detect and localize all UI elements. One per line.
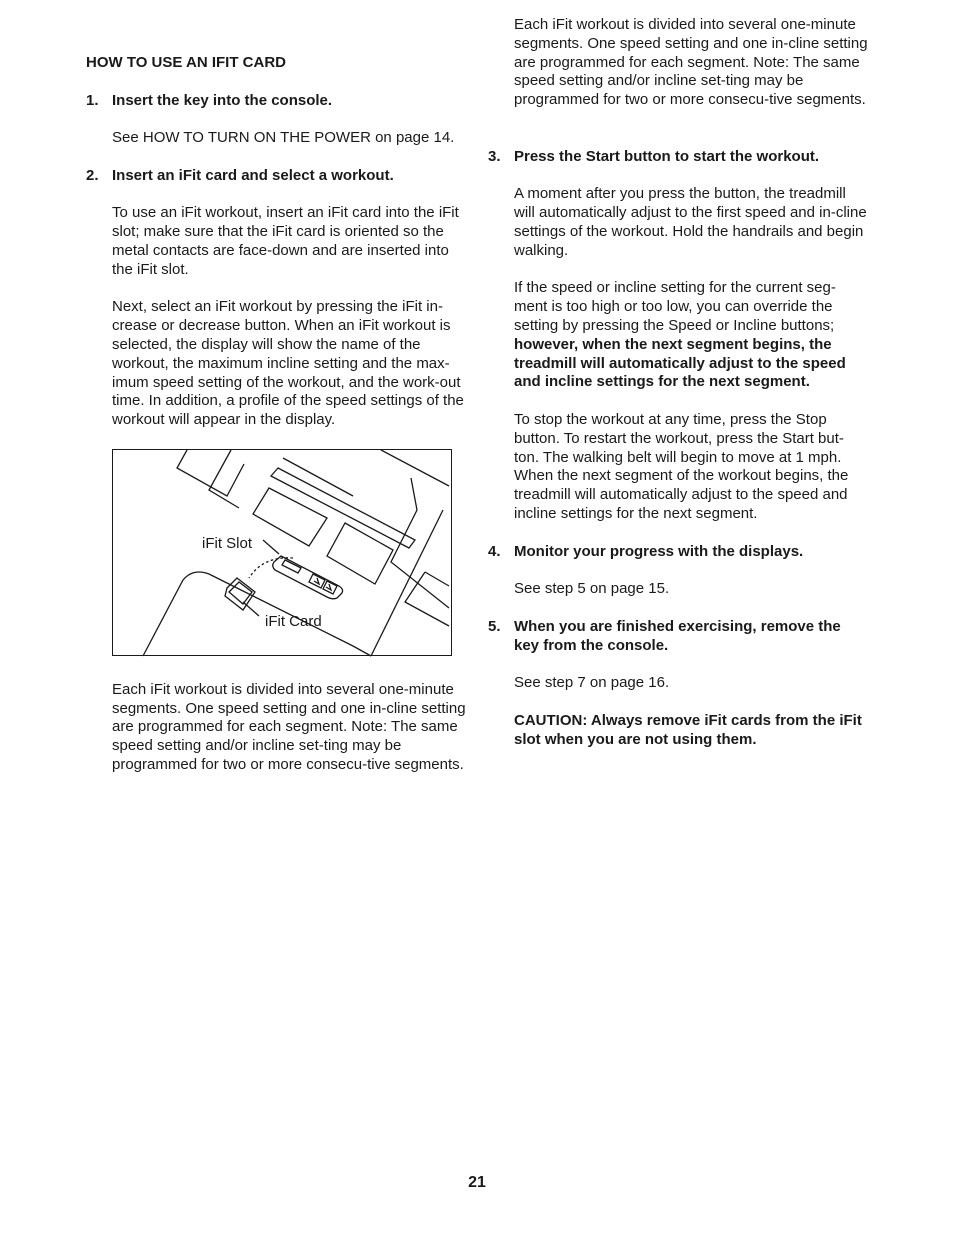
caution-note: CAUTION: Always remove iFit cards from the iFit slot when you are not using them. <box>514 711 862 748</box>
ifit-card-label: iFit Card <box>265 612 322 630</box>
step-5-title <box>488 618 868 656</box>
step-2-text-card-insert: To use an iFit workout, insert an iFit card into the iFit slot; make sure that the iFit card is oriented so the metal contacts are face-down and are inserted into the iFit slot. <box>112 204 459 278</box>
step-3-text-start: A moment after you press the button, the treadmill will automatically adjust to the first speed and in-cline settings of the workout. Hold the handrails and begin walking. <box>514 185 867 259</box>
step-2-title <box>86 167 468 186</box>
step-4-title-text: Monitor your progress with the displays. <box>514 542 804 560</box>
step-2-text-segments: Each iFit workout is divided into several one-minute segments. One speed setting and one in-cline setting are programmed for each segment. Note: The same speed setting and/or incline set-ting may be programmed for two or more consecu-tive segments. <box>112 680 466 773</box>
step-2-text-select-workout: Next, select an iFit workout by pressing the iFit in-crease or decrease button. When an iFit workout is selected, the display will show the name of the workout, the maximum incline setting and the max-imum speed setting of the workout, and the work-out time. In addition, a profile of the speed settings of the workout will appear in the display. <box>112 298 464 429</box>
step-3-text-stop: To stop the workout at any time, press the Stop button. To restart the workout, press the Start but-ton. The walking belt will begin to move at 1 mph. When the next segment of the workout begins, the treadmill will automatically adjust to the speed and incline settings for the next segment. <box>514 410 849 522</box>
page-number: 21 <box>468 1174 486 1191</box>
step-5-title-text: When you are finished exercising, remove the key from the console. <box>514 617 841 654</box>
step-1-title <box>86 92 468 111</box>
segments-continuation: Each iFit workout is divided into several one-minute segments. One speed setting and one in-cline setting are programmed for each segment. Note: The same speed setting and/or incline set-ting may be programmed for two or more consecu-tive segments. <box>514 16 868 109</box>
step-2-title-text: Insert an iFit card and select a workout. <box>112 166 394 184</box>
section-title: HOW TO USE AN IFIT CARD <box>86 54 286 71</box>
step-4-number: 4. <box>488 542 501 560</box>
override-text: If the speed or incline setting for the current seg-ment is too high or too low, you can override the setting by pressing the Speed or Incline buttons; <box>514 279 836 334</box>
step-1-number: 1. <box>86 91 99 109</box>
step-3-text-override <box>514 279 868 392</box>
step-3-number: 3. <box>488 147 501 165</box>
step-1-text: See HOW TO TURN ON THE POWER on page 14. <box>112 129 455 147</box>
step-4-text: See step 5 on page 15. <box>514 580 670 598</box>
step-2-text-segments-continued <box>514 16 868 129</box>
override-bold-text: however, when the next segment begins, the treadmill will automatically adjust to the speed and incline settings for the next segment. <box>514 335 846 391</box>
ifit-card-illustration <box>112 449 452 656</box>
step-2-number: 2. <box>86 166 99 184</box>
step-5-text: See step 7 on page 16. <box>514 674 670 692</box>
step-4-title <box>488 543 868 562</box>
ifit-slot-label: iFit Slot <box>202 534 253 552</box>
step-1-title-text: Insert the key into the console. <box>112 91 333 109</box>
step-3-title <box>488 148 868 167</box>
left-column <box>86 54 468 773</box>
right-column <box>488 16 868 768</box>
step-5-number: 5. <box>488 617 501 635</box>
step-3-title-text: Press the Start button to start the workout. <box>514 147 820 165</box>
